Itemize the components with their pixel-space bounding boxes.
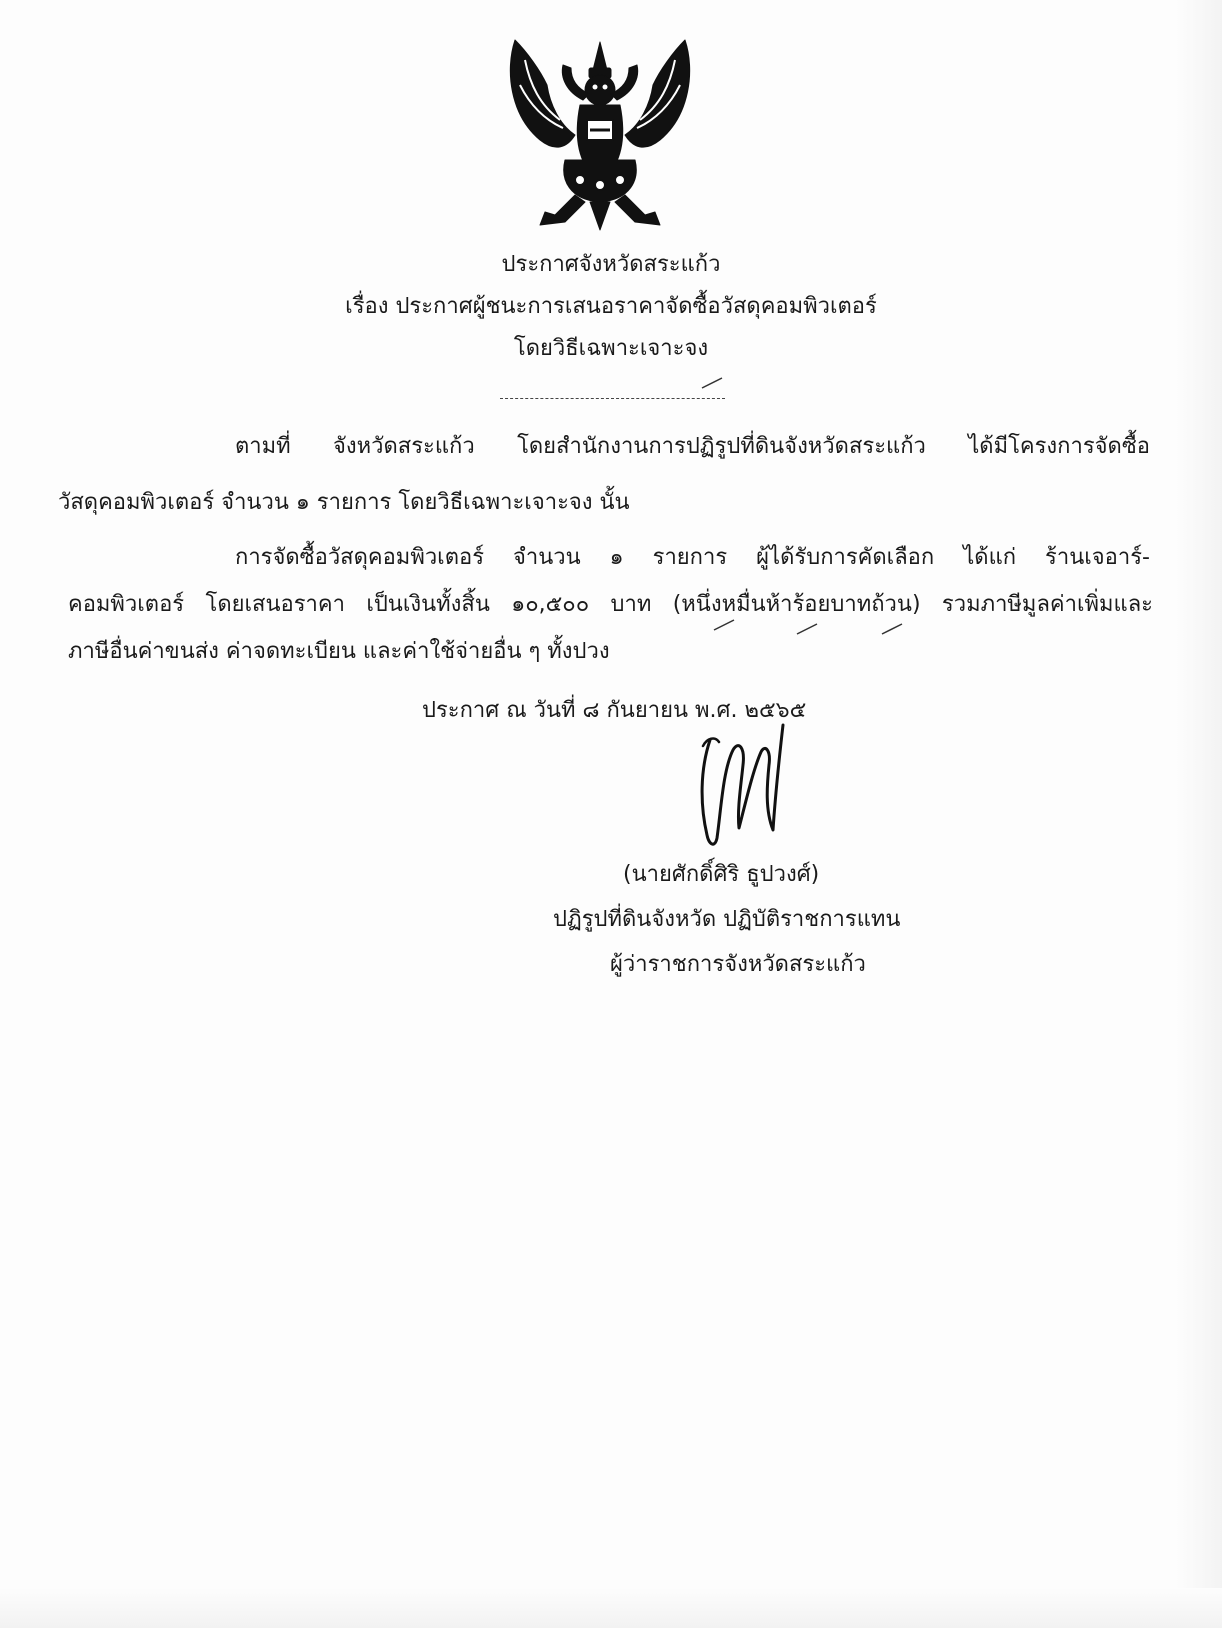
paragraph-1-line-1: ตามที่ จังหวัดสระแก้ว โดยสำนักงานการปฏิรูปที่ดินจังหวัดสระแก้ว ได้มีโครงการจัดซื้อ bbox=[235, 434, 1150, 459]
pen-tick-mark bbox=[700, 376, 724, 390]
signatory-name: (นายศักดิ์ศิริ ธูปวงศ์) bbox=[623, 862, 820, 887]
signatory-office: ผู้ว่าราชการจังหวัดสระแก้ว bbox=[610, 952, 866, 977]
handwritten-signature bbox=[695, 710, 795, 855]
procurement-method: โดยวิธีเฉพาะเจาะจง bbox=[513, 336, 709, 361]
announcement-date: ประกาศ ณ วันที่ ๘ กันยายน พ.ศ. ๒๕๖๕ bbox=[422, 698, 807, 723]
paragraph-2-line-1: การจัดซื้อวัสดุคอมพิวเตอร์ จำนวน ๑ รายการ ผู้ได้รับการคัดเลือก ได้แก่ ร้านเจอาร์- bbox=[235, 545, 1150, 570]
pen-tick-mark bbox=[880, 622, 904, 636]
signatory-position: ปฏิรูปที่ดินจังหวัด ปฏิบัติราชการแทน bbox=[553, 907, 901, 932]
announcement-subject: เรื่อง ประกาศผู้ชนะการเสนอราคาจัดซื้อวัสดุคอมพิวเตอร์ bbox=[345, 294, 877, 319]
garuda-emblem-icon bbox=[505, 30, 695, 235]
paper-edge-shadow-bottom bbox=[0, 1588, 1222, 1628]
header-divider bbox=[500, 398, 725, 399]
paragraph-2-line-2: คอมพิวเตอร์ โดยเสนอราคา เป็นเงินทั้งสิ้น ๑๐,๕๐๐ บาท (หนึ่งหมื่นห้าร้อยบาทถ้วน) รวมภาษีมูลค่าเพิ่มและ bbox=[68, 592, 1153, 617]
paragraph-2-line-3: ภาษีอื่นค่าขนส่ง ค่าจดทะเบียน และค่าใช้จ่ายอื่น ๆ ทั้งปวง bbox=[68, 639, 610, 664]
announcement-title: ประกาศจังหวัดสระแก้ว bbox=[501, 252, 721, 277]
paragraph-1-line-2: วัสดุคอมพิวเตอร์ จำนวน ๑ รายการ โดยวิธีเฉพาะเจาะจง นั้น bbox=[58, 490, 630, 515]
paper-edge-shadow bbox=[1176, 0, 1222, 1628]
pen-tick-mark bbox=[712, 618, 736, 632]
pen-tick-mark bbox=[795, 622, 819, 636]
